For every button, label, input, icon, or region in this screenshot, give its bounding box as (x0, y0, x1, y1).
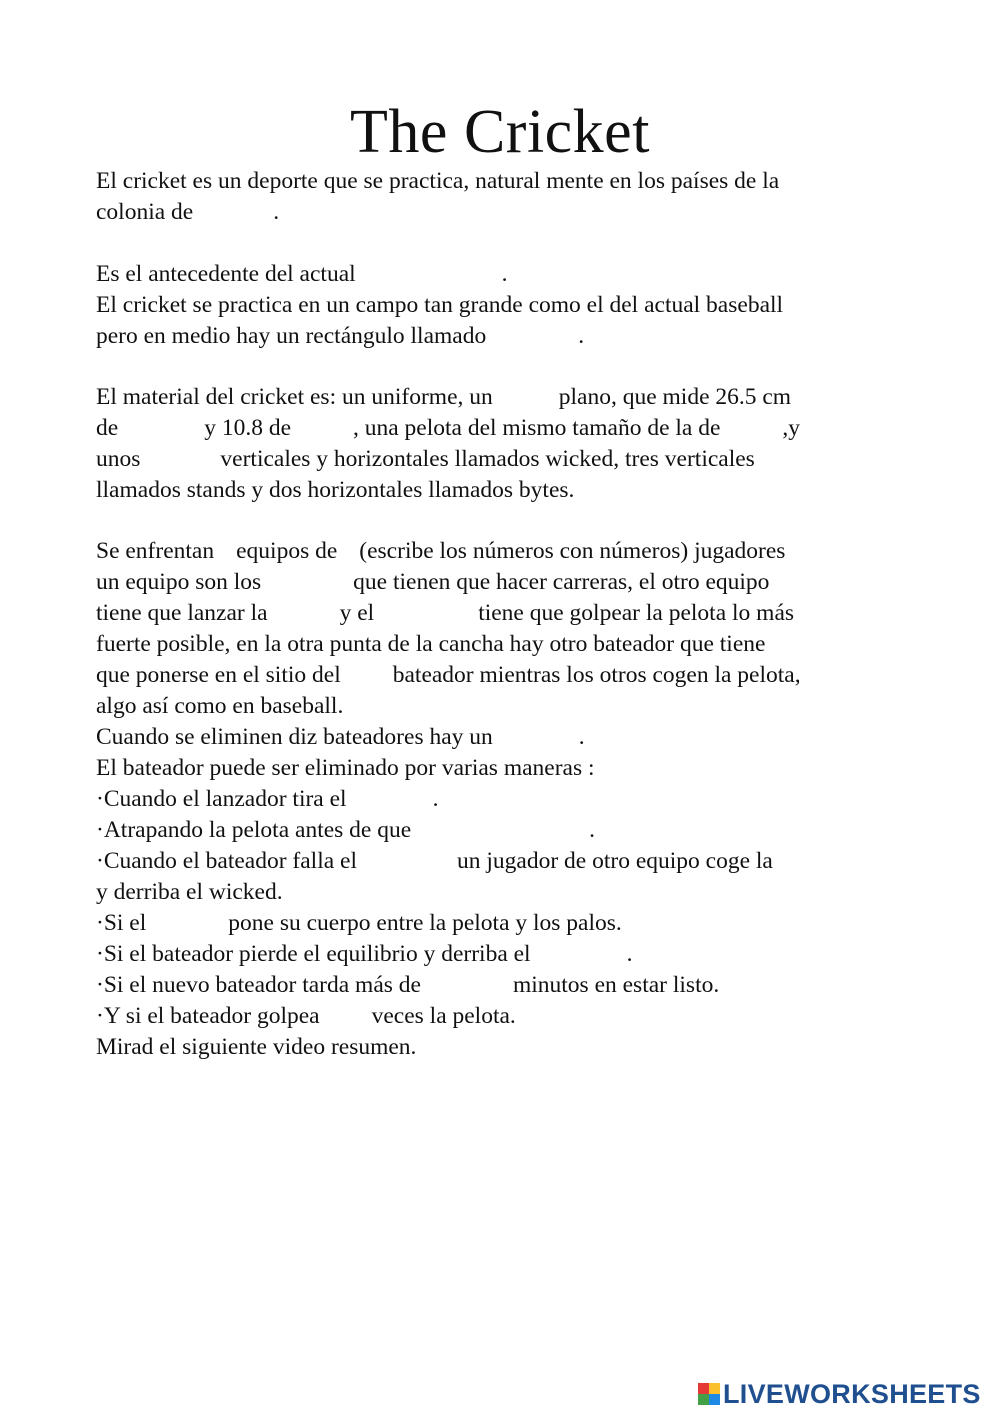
text-segment: unos (96, 446, 141, 472)
text-segment: veces la pelota. (371, 1003, 516, 1029)
text-segment: un jugador de otro equipo coge la (457, 848, 773, 874)
text-segment: minutos en estar listo. (512, 972, 720, 998)
text-segment: ·Si el (96, 910, 147, 936)
text-segment: . (432, 786, 439, 812)
text-segment: ·Y si el bateador golpea (96, 1003, 320, 1029)
text-segment: ·Cuando el bateador falla el (96, 848, 357, 874)
text-segment: tiene que golpear la pelota lo más (478, 600, 795, 626)
logo-square-yellow (709, 1383, 720, 1394)
text-segment: El bateador puede ser eliminado por varias maneras : (96, 755, 595, 781)
logo-square-red (698, 1383, 709, 1394)
text-segment: un equipo son los (96, 569, 262, 595)
text-segment: fuerte posible, en la otra punta de la cancha hay otro bateador que tiene (96, 631, 766, 657)
text-segment: pone su cuerpo entre la pelota y los palos. (228, 910, 622, 936)
text-segment: . (626, 941, 633, 967)
text-segment: Mirad el siguiente video resumen. (96, 1034, 417, 1060)
liveworksheets-logo-icon (698, 1383, 720, 1405)
text-segment: que tienen que hacer carreras, el otro equipo (353, 569, 770, 595)
text-segment: , una pelota del mismo tamaño de la de (353, 415, 721, 441)
text-line (96, 722, 585, 752)
text-segment: algo así como en baseball. (96, 693, 344, 719)
text-line (96, 382, 791, 412)
text-segment: Se enfrentan (96, 538, 215, 564)
text-segment: . (578, 724, 585, 750)
text-segment: equipos de (236, 538, 338, 564)
text-segment: y el (339, 600, 375, 626)
text-segment: que ponerse en el sitio del (96, 662, 341, 688)
text-segment: ·Cuando el lanzador tira el (96, 786, 347, 812)
text-line (96, 815, 595, 845)
text-line (96, 413, 800, 443)
liveworksheets-logo (698, 1377, 981, 1411)
text-line (96, 197, 279, 227)
text-segment: ·Atrapando la pelota antes de que (96, 817, 412, 843)
text-segment: (escribe los números con números) jugadores (359, 538, 786, 564)
text-line (96, 691, 343, 721)
page-title: The Cricket (350, 98, 650, 166)
text-segment: de (96, 415, 119, 441)
text-segment: colonia de (96, 199, 194, 225)
text-line (96, 598, 794, 628)
text-segment: El cricket se practica en un campo tan grande como el del actual baseball (96, 292, 784, 318)
text-segment: ·Si el nuevo bateador tarda más de (96, 972, 421, 998)
text-segment: . (589, 817, 596, 843)
text-line (96, 784, 438, 814)
text-segment: . (578, 323, 585, 349)
text-segment: El cricket es un deporte que se practica, natural mente en los países de la (96, 168, 780, 194)
text-line (96, 846, 773, 876)
text-segment: y 10.8 de (204, 415, 291, 441)
logo-square-green (698, 1394, 709, 1405)
text-line (96, 444, 755, 474)
text-segment: Es el antecedente del actual (96, 261, 356, 287)
text-line (96, 475, 574, 505)
text-line (96, 166, 779, 196)
text-line (96, 567, 769, 597)
text-segment: llamados stands y dos horizontales llamados bytes. (96, 477, 575, 503)
text-line (96, 290, 783, 320)
text-line (96, 1032, 416, 1062)
text-segment: y derriba el wicked. (96, 879, 283, 905)
text-segment: plano, que mide 26.5 cm (558, 384, 792, 410)
text-line (96, 536, 785, 566)
text-line (96, 753, 595, 783)
text-segment: . (273, 199, 280, 225)
text-line (96, 660, 801, 690)
text-line (96, 321, 584, 351)
text-segment: ·Si el bateador pierde el equilibrio y derriba el (96, 941, 531, 967)
text-line (96, 259, 508, 289)
text-segment: Cuando se eliminen diz bateadores hay un (96, 724, 493, 750)
text-segment: bateador mientras los otros cogen la pelota, (392, 662, 801, 688)
text-line (96, 970, 719, 1000)
text-segment: . (501, 261, 508, 287)
text-line (96, 877, 283, 907)
text-line (96, 939, 632, 969)
brand-name: LIVEWORKSHEETS (723, 1379, 981, 1409)
text-segment: verticales y horizontales llamados wicked, tres verticales (220, 446, 755, 472)
text-line (96, 629, 765, 659)
logo-square-blue (709, 1394, 720, 1405)
text-segment: ,y (782, 415, 801, 441)
text-segment: pero en medio hay un rectángulo llamado (96, 323, 487, 349)
text-segment: El material del cricket es: un uniforme, un (96, 384, 493, 410)
text-segment: tiene que lanzar la (96, 600, 268, 626)
text-line (96, 1001, 516, 1031)
text-line (96, 908, 622, 938)
